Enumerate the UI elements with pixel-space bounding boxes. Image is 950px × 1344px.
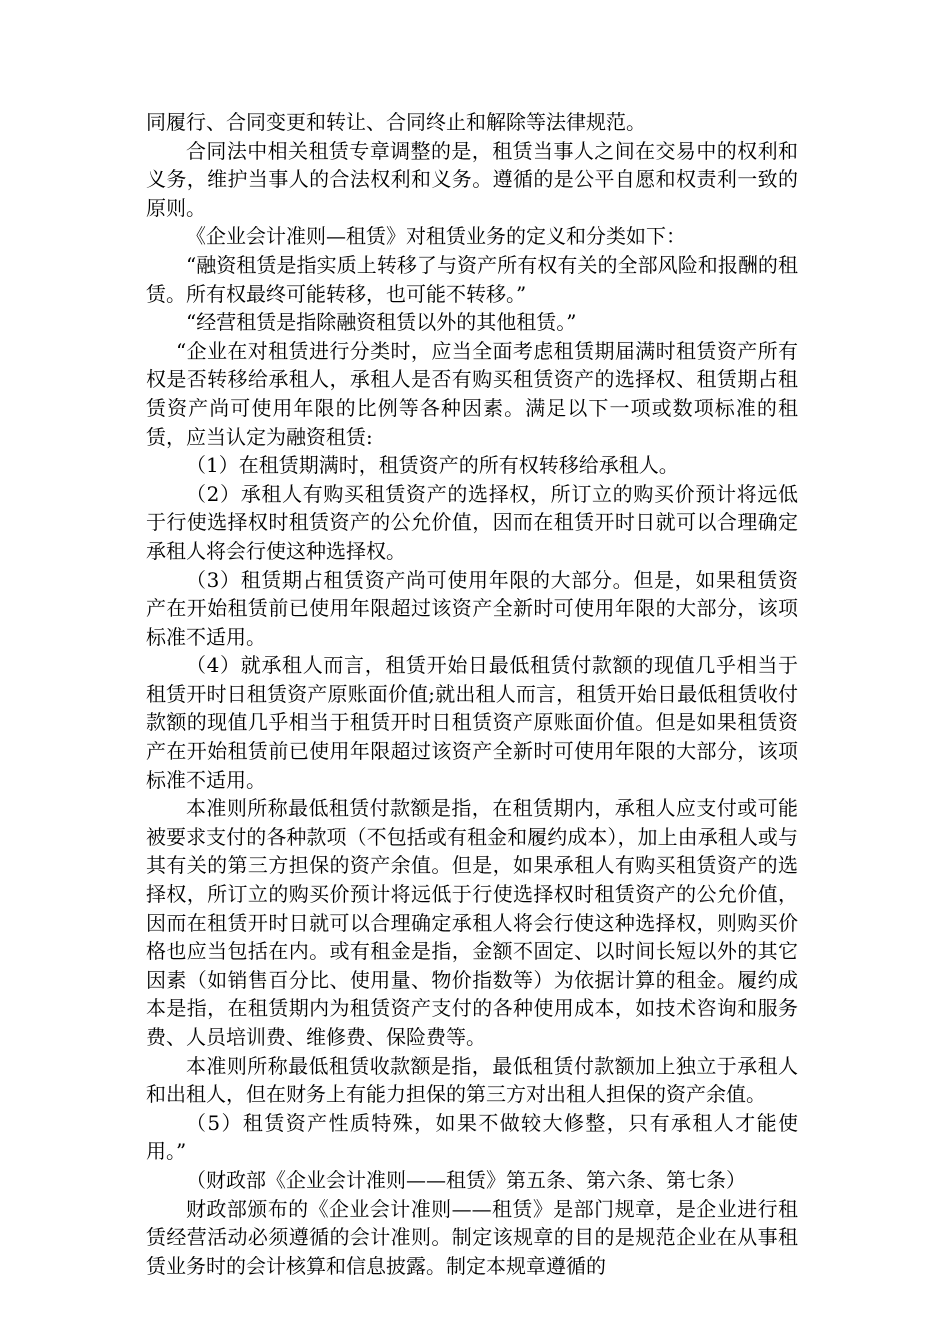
paragraph-finance-lease-definition: “融资租赁是指实质上转移了与资产所有权有关的全部风险和报酬的租赁。所有权最终可能转移，也可能不转移。” bbox=[146, 252, 798, 306]
paragraph-criterion-4: （4）就承租人而言，租赁开始日最低租赁付款额的现值几乎相当于租赁开时日租赁资产原账面价值;就出租人而言，租赁开始日最低租赁收付款额的现值几乎相当于租赁开时日租赁资产原账面价值。但是如果租赁资产在开始租赁前已使用年限超过该资产全新时可使用年限的大部分，该项标准不适用。 bbox=[146, 653, 798, 792]
paragraph-classification: “企业在对租赁进行分类时，应当全面考虑租赁期届满时租赁资产所有权是否转移给承租人，承租人是否有购买租赁资产的选择权、租赁期占租赁资产尚可使用年限的比例等各种因素。满足以下一项或数项标准的租赁，应当认定为融资租赁: bbox=[146, 338, 798, 449]
paragraph-ministry-regulation: 财政部颁布的《企业会计准则——租赁》是部门规章，是企业进行租赁经营活动必须遵循的会计准则。制定该规章的目的是规范企业在从事租赁业务时的会计核算和信息披露。制定本规章遵循的 bbox=[146, 1196, 798, 1278]
paragraph-operating-lease-definition: “经营租赁是指除融资租赁以外的其他租赁。” bbox=[186, 310, 577, 335]
paragraph-criterion-5: （5）租赁资产性质特殊，如果不做较大修整，只有承租人才能使用。” bbox=[146, 1110, 798, 1164]
paragraph-minimum-lease-receipts: 本准则所称最低租赁收款额是指，最低租赁付款额加上独立于承租人和出租人，但在财务上有能力担保的第三方对出租人担保的资产余值。 bbox=[146, 1053, 798, 1107]
paragraph-citation: （财政部《企业会计准则——租赁》第五条、第六条、第七条） bbox=[186, 1167, 746, 1192]
paragraph-criterion-1: （1）在租赁期满时，租赁资产的所有权转移给承租人。 bbox=[186, 453, 679, 478]
paragraph-lease-chapter: 合同法中相关租赁专章调整的是，租赁当事人之间在交易中的权利和义务，维护当事人的合法权利和义务。遵循的是公平自愿和权责利一致的原则。 bbox=[146, 138, 798, 220]
paragraph-criterion-2: （2）承租人有购买租赁资产的选择权，所订立的购买价预计将远低于行使选择权时租赁资产的公允价值，因而在租赁开时日就可以合理确定承租人将会行使这种选择权。 bbox=[146, 481, 798, 563]
paragraph-contract-law-continuation: 同履行、合同变更和转让、合同终止和解除等法律规范。 bbox=[146, 110, 646, 134]
paragraph-minimum-lease-payments: 本准则所称最低租赁付款额是指，在租赁期内，承租人应支付或可能被要求支付的各种款项（不包括或有租金和履约成本），加上由承租人或与其有关的第三方担保的资产余值。但是，如果承租人有购买租赁资产的选择权，所订立的购买价预计将远低于行使选择权时租赁资产的公允价值，因而在租赁开时日就可以合理确定承租人将会行使这种选择权，则购买价格也应当包括在内。或有租金是指，金额不固定、以时间长短以外的其它因素（如销售百分比、使用量、物价指数等）为依据计算的租金。履约成本是指，在租赁期内为租赁资产支付的各种使用成本，如技术咨询和服务费、人员培训费、维修费、保险费等。 bbox=[146, 796, 798, 1049]
paragraph-standard-intro: 《企业会计准则—租赁》对租赁业务的定义和分类如下： bbox=[186, 224, 686, 249]
document-body bbox=[146, 108, 798, 1280]
paragraph-criterion-3: （3）租赁期占租赁资产尚可使用年限的大部分。但是，如果租赁资产在开始租赁前已使用年限超过该资产全新时可使用年限的大部分，该项标准不适用。 bbox=[146, 567, 798, 649]
